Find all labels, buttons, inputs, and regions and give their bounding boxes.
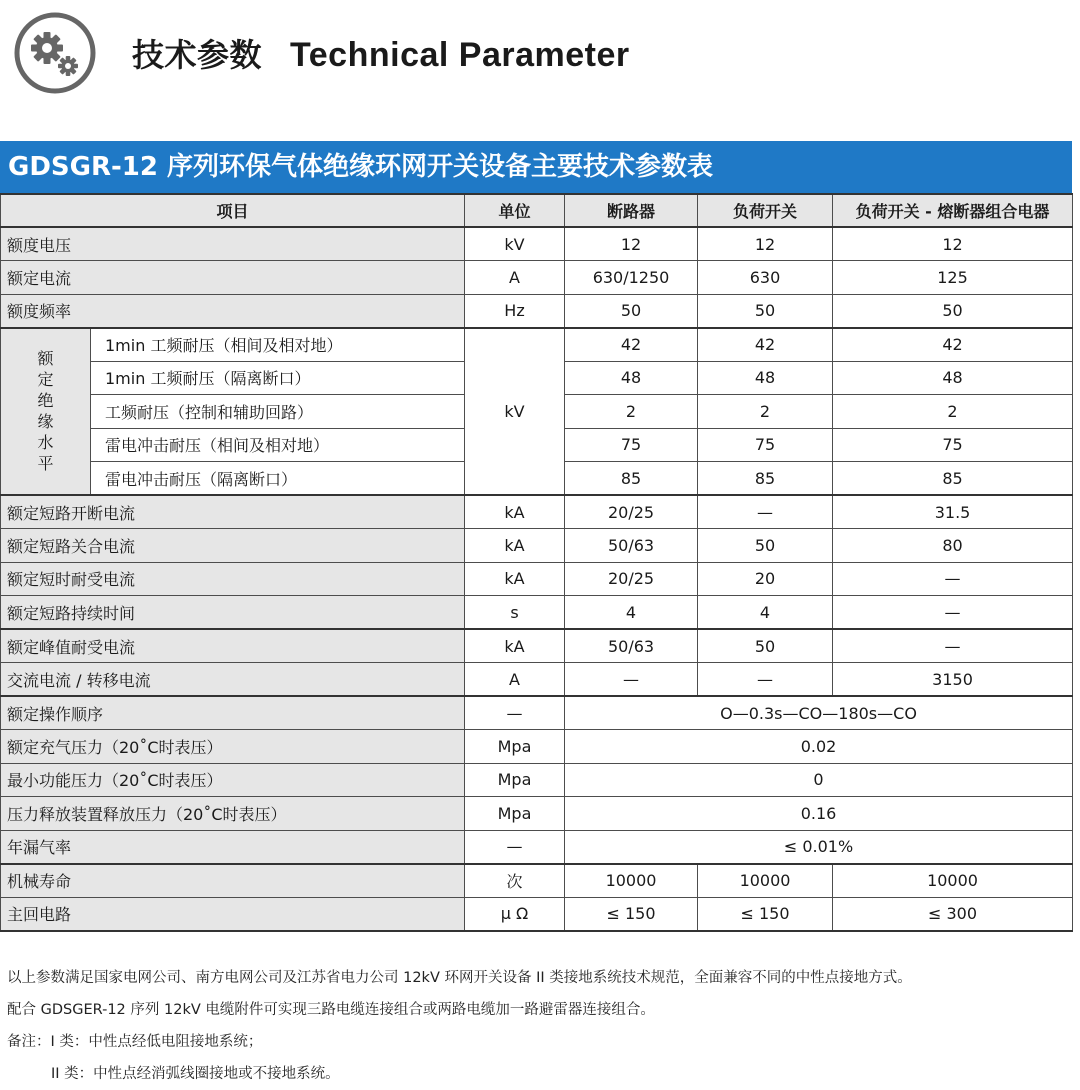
- table-row: [1, 294, 1073, 328]
- cell-value: 50: [565, 294, 698, 328]
- row-unit: kA: [465, 562, 565, 596]
- note-line: 备注：I 类：中性点经低电阻接地系统；: [7, 1034, 263, 1050]
- row-label: 额定短路关合电流: [1, 529, 465, 563]
- table-row: [1, 797, 1073, 831]
- row-label: 额定短路开断电流: [1, 495, 465, 529]
- cell-value: 42: [698, 328, 833, 362]
- footnotes: [7, 962, 1067, 1090]
- cell-value: 2: [698, 395, 833, 429]
- row-label: 机械寿命: [1, 864, 465, 898]
- cell-value: 48: [833, 361, 1073, 395]
- row-label: 主回电路: [1, 897, 465, 931]
- page-header: [14, 12, 1064, 92]
- row-unit: A: [465, 261, 565, 295]
- row-label: 额定短路持续时间: [1, 596, 465, 630]
- cell-value: 4: [565, 596, 698, 630]
- row-label: 额度频率: [1, 294, 465, 328]
- insulation-group-label: [1, 328, 91, 496]
- note-line: II 类：中性点经消弧线圈接地或不接地系统。: [51, 1066, 340, 1082]
- row-unit: μ Ω: [465, 897, 565, 931]
- cell-value: 20/25: [565, 495, 698, 529]
- cell-value: —: [833, 629, 1073, 663]
- cell-value: 85: [565, 462, 698, 496]
- cell-value: 50: [698, 294, 833, 328]
- row-label: 年漏气率: [1, 830, 465, 864]
- table-row: [1, 596, 1073, 630]
- parameter-table-wrap: [0, 193, 1072, 932]
- merged-value: 0: [565, 763, 1073, 797]
- row-label: 最小功能压力（20˚C时表压）: [1, 763, 465, 797]
- table-row: [1, 529, 1073, 563]
- table-row: [1, 830, 1073, 864]
- cell-value: ≤ 150: [565, 897, 698, 931]
- cell-value: 42: [565, 328, 698, 362]
- row-unit: kV: [465, 227, 565, 261]
- cell-value: 75: [565, 428, 698, 462]
- row-unit: Mpa: [465, 763, 565, 797]
- table-row: [1, 629, 1073, 663]
- row-label: 额度电压: [1, 227, 465, 261]
- vlabel-char: 额: [37, 349, 54, 369]
- row-unit: Hz: [465, 294, 565, 328]
- table-banner: GDSGR-12 序列环保气体绝缘环网开关设备主要技术参数表: [0, 141, 1072, 193]
- vlabel-char: 定: [37, 370, 54, 390]
- row-label: 1min 工频耐压（相间及相对地）: [91, 328, 465, 362]
- row-label: 工频耐压（控制和辅助回路）: [91, 395, 465, 429]
- title-en: Technical Parameter: [290, 36, 630, 74]
- cell-value: 85: [698, 462, 833, 496]
- cell-value: 20: [698, 562, 833, 596]
- row-unit: A: [465, 663, 565, 697]
- cell-value: 48: [565, 361, 698, 395]
- table-row: [1, 227, 1073, 261]
- row-unit: s: [465, 596, 565, 630]
- row-unit: Mpa: [465, 797, 565, 831]
- vlabel-char: 绝: [37, 391, 54, 411]
- row-unit: Mpa: [465, 730, 565, 764]
- cell-value: 50: [698, 529, 833, 563]
- row-unit: kA: [465, 495, 565, 529]
- row-unit: —: [465, 696, 565, 730]
- header-combination: 负荷开关 - 熔断器组合电器: [833, 194, 1073, 227]
- cell-value: 12: [833, 227, 1073, 261]
- cell-value: 50/63: [565, 529, 698, 563]
- title-cn: 技术参数: [132, 36, 263, 74]
- cell-value: 42: [833, 328, 1073, 362]
- cell-value: 12: [698, 227, 833, 261]
- cell-value: 10000: [565, 864, 698, 898]
- row-unit: kA: [465, 629, 565, 663]
- vlabel-char: 平: [37, 454, 54, 474]
- row-label: 1min 工频耐压（隔离断口）: [91, 361, 465, 395]
- row-label: 雷电冲击耐压（隔离断口）: [91, 462, 465, 496]
- cell-value: 75: [833, 428, 1073, 462]
- table-header-row: [1, 194, 1073, 227]
- merged-value: 0.02: [565, 730, 1073, 764]
- cell-value: 50: [698, 629, 833, 663]
- row-unit: —: [465, 830, 565, 864]
- cell-value: ≤ 150: [698, 897, 833, 931]
- table-row: [1, 763, 1073, 797]
- table-row: [1, 696, 1073, 730]
- cell-value: 50: [833, 294, 1073, 328]
- cell-value: 10000: [698, 864, 833, 898]
- row-label: 额定短时耐受电流: [1, 562, 465, 596]
- row-unit: 次: [465, 864, 565, 898]
- note-line: 以上参数满足国家电网公司、南方电网公司及江苏省电力公司 12kV 环网开关设备 II 类接地系统技术规范，全面兼容不同的中性点接地方式。: [7, 970, 912, 986]
- cell-value: —: [698, 495, 833, 529]
- cell-value: ≤ 300: [833, 897, 1073, 931]
- vlabel-char: 水: [37, 433, 54, 453]
- insulation-unit: kV: [465, 328, 565, 496]
- cell-value: 2: [833, 395, 1073, 429]
- header-item: 项目: [1, 194, 465, 227]
- note-line: 配合 GDSGER-12 序列 12kV 电缆附件可实现三路电缆连接组合或两路电缆加一路避雷器连接组合。: [7, 1002, 655, 1018]
- cell-value: 3150: [833, 663, 1073, 697]
- cell-value: 12: [565, 227, 698, 261]
- table-row: [1, 261, 1073, 295]
- row-label: 额定电流: [1, 261, 465, 295]
- cell-value: 85: [833, 462, 1073, 496]
- cell-value: 630/1250: [565, 261, 698, 295]
- table-row: [1, 562, 1073, 596]
- row-label: 额定峰值耐受电流: [1, 629, 465, 663]
- table-row: [1, 663, 1073, 697]
- cell-value: 50/63: [565, 629, 698, 663]
- table-row: [1, 730, 1073, 764]
- row-label: 额定充气压力（20˚C时表压）: [1, 730, 465, 764]
- cell-value: —: [833, 562, 1073, 596]
- cell-value: 48: [698, 361, 833, 395]
- page-title: [132, 30, 630, 76]
- header-breaker: 断路器: [565, 194, 698, 227]
- row-unit: kA: [465, 529, 565, 563]
- row-label: 压力释放装置释放压力（20˚C时表压）: [1, 797, 465, 831]
- row-label: 额定操作顺序: [1, 696, 465, 730]
- table-row: [1, 864, 1073, 898]
- cell-value: —: [565, 663, 698, 697]
- cell-value: 75: [698, 428, 833, 462]
- table-row: [1, 897, 1073, 931]
- merged-value: O—0.3s—CO—180s—CO: [565, 696, 1073, 730]
- cell-value: 80: [833, 529, 1073, 563]
- table-row: [1, 495, 1073, 529]
- cell-value: —: [833, 596, 1073, 630]
- row-label: 交流电流 / 转移电流: [1, 663, 465, 697]
- cell-value: 31.5: [833, 495, 1073, 529]
- header-load-switch: 负荷开关: [698, 194, 833, 227]
- cell-value: 20/25: [565, 562, 698, 596]
- table-row: [1, 328, 1073, 362]
- parameter-table: [0, 193, 1073, 932]
- merged-value: 0.16: [565, 797, 1073, 831]
- cell-value: 630: [698, 261, 833, 295]
- cell-value: 2: [565, 395, 698, 429]
- gears-icon: [14, 12, 96, 94]
- cell-value: 4: [698, 596, 833, 630]
- header-unit: 单位: [465, 194, 565, 227]
- cell-value: 125: [833, 261, 1073, 295]
- vlabel-char: 缘: [37, 412, 54, 432]
- row-label: 雷电冲击耐压（相间及相对地）: [91, 428, 465, 462]
- cell-value: 10000: [833, 864, 1073, 898]
- merged-value: ≤ 0.01%: [565, 830, 1073, 864]
- cell-value: —: [698, 663, 833, 697]
